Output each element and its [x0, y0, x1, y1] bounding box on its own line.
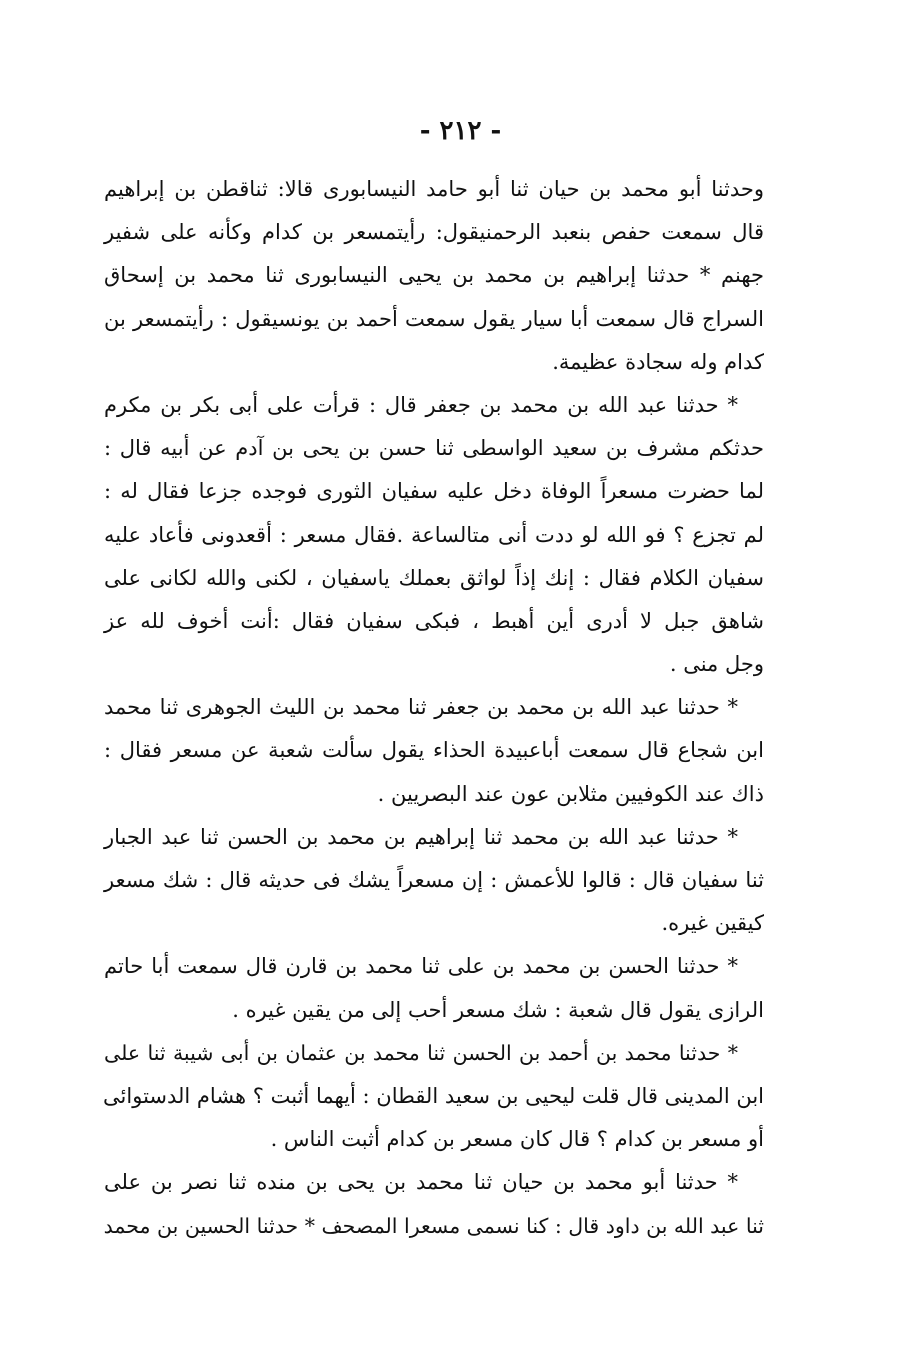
page-number: - ٢١٢ -	[419, 116, 502, 146]
text-line: * حدثنا عبد الله بن محمد ثنا إبراهيم بن محمد بن الحسن ثنا عبد الجبار	[104, 824, 738, 849]
text-line: قال سمعت حفص بنعبد الرحمنيقول: رأيتمسعر بن كدام وكأنه على شفير	[104, 220, 764, 245]
text-line: * حدثنا محمد بن أحمد بن الحسن ثنا محمد بن عثمان بن أبى شيبة ثنا على	[104, 1040, 738, 1065]
text-line: شاهق جبل لا أدرى أين أهبط ، فبكى سفيان فقال :أنت أخوف لله عز	[104, 608, 764, 633]
text-line: أو مسعر بن كدام ؟ قال كان مسعر بن كدام أثبت الناس .	[270, 1127, 764, 1152]
body-text	[104, 168, 764, 1248]
text-line: ابن المدينى قال قلت ليحيى بن سعيد القطان : أيهما أثبت ؟ هشام الدستوائى	[103, 1083, 764, 1108]
text-line: * حدثنا الحسن بن محمد بن على ثنا محمد بن قارن قال سمعت أبا حاتم	[104, 954, 738, 979]
text-line: لم تجزع ؟ فو الله لو ددت أنى متالساعة .فقال مسعر : أقعدونى فأعاد عليه	[104, 522, 764, 547]
text-line: ثنا سفيان قال : قالوا للأعمش : إن مسعراً يشك فى حديثه قال : شك مسعر	[104, 868, 764, 892]
text-line: وحدثنا أبو محمد بن حيان ثنا أبو حامد النيسابورى قالا: ثناقطن بن إبراهيم	[104, 177, 764, 201]
text-line: ابن شجاع قال سمعت أباعبيدة الحذاء يقول سألت شعبة عن مسعر فقال :	[104, 738, 764, 763]
text-line: سفيان الكلام فقال : إنك إذاً لواثق بعملك ياسفيان ، لكنى والله لكانى على	[104, 565, 764, 590]
text-line: * حدثنا أبو محمد بن حيان ثنا محمد بن يحى بن منده ثنا نصر بن على	[104, 1170, 738, 1195]
text-line: كيقين غيره.	[661, 911, 764, 936]
text-line: ثنا عبد الله بن داود قال : كنا نسمى مسعرا المصحف * حدثنا الحسين بن محمد	[103, 1213, 764, 1238]
text-line: كدام وله سجادة عظيمة.	[552, 349, 764, 374]
text-line: وجل منى .	[669, 652, 764, 677]
text-line: حدثكم مشرف بن سعيد الواسطى ثنا حسن بن يحى بن آدم عن أبيه قال :	[104, 436, 764, 461]
text-line: ذاك عند الكوفيين مثلابن عون عند البصريين .	[377, 781, 764, 806]
text-line: جهنم * حدثنا إبراهيم بن محمد بن يحيى النيسابورى ثنا محمد بن إسحاق	[104, 263, 764, 288]
text-line: * حدثنا عبد الله بن محمد بن جعفر ثنا محمد بن الليث الجوهرى ثنا محمد	[104, 695, 738, 720]
text-line: لما حضرت مسعراً الوفاة دخل عليه سفيان الثورى فوجده جزعا فقال له :	[104, 479, 764, 504]
text-line: * حدثنا عبد الله بن محمد بن جعفر قال : قرأت على أبى بكر بن مكرم	[104, 392, 738, 417]
text-line: السراج قال سمعت أبا سيار يقول سمعت أحمد بن يونسيقول : رأيتمسعر بن	[104, 306, 764, 331]
text-line: الرازى يقول قال شعبة : شك مسعر أحب إلى من يقين غيره .	[232, 997, 764, 1022]
